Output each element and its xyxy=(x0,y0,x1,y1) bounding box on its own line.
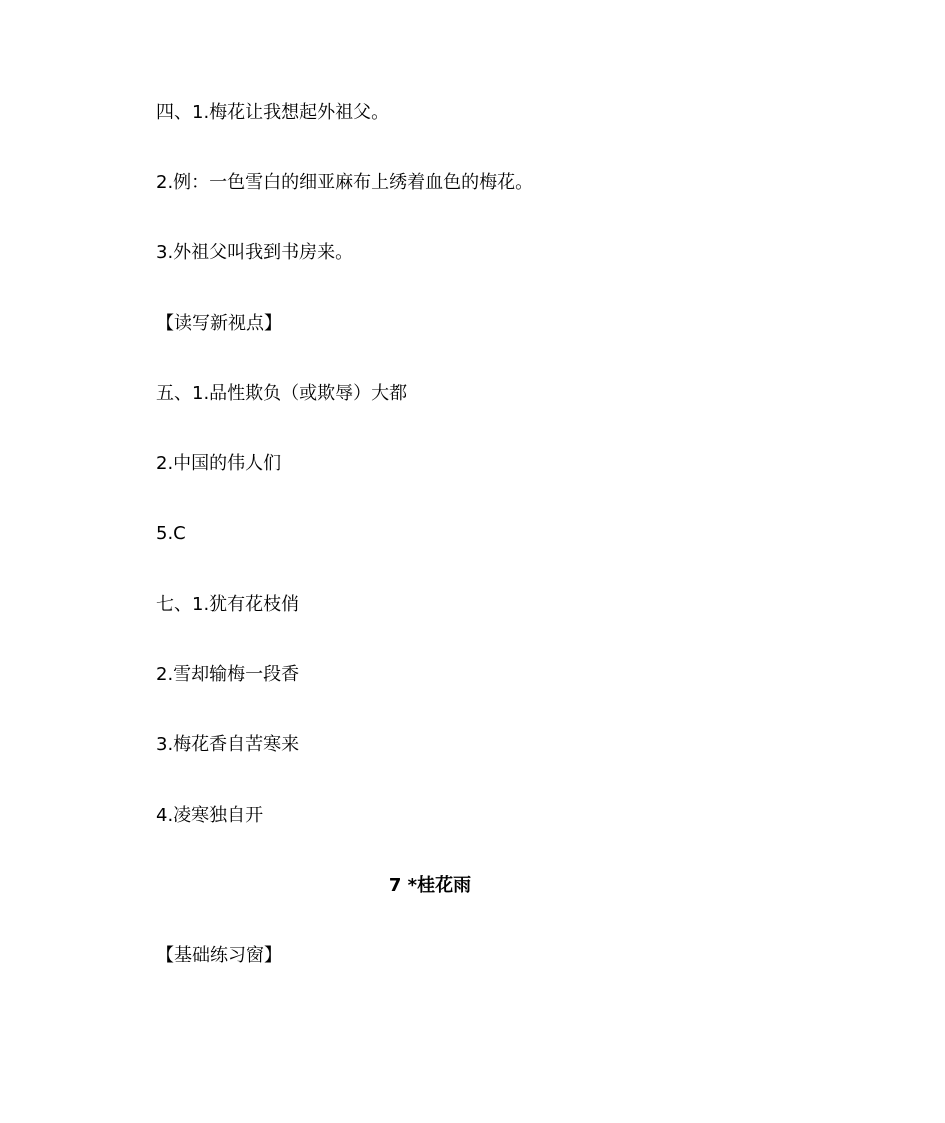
answer-line-7-4: 4.凌寒独自开 xyxy=(156,805,264,826)
section-label-basic-practice: 【基础练习窗】 xyxy=(156,945,282,966)
lesson-heading: 7 *桂花雨 xyxy=(388,875,472,896)
answer-line-7-2: 2.雪却输梅一段香 xyxy=(156,664,300,685)
answer-line-5-1: 五、1.品性欺负（或欺辱）大都 xyxy=(156,383,408,404)
answer-line-5-2: 2.中国的伟人们 xyxy=(156,453,282,474)
answer-line-4-2: 2.例：一色雪白的细亚麻布上绣着血色的梅花。 xyxy=(156,172,534,193)
answer-line-7-1: 七、1.犹有花枝俏 xyxy=(156,594,300,615)
answer-line-4-1: 四、1.梅花让我想起外祖父。 xyxy=(156,102,390,123)
answer-line-4-3: 3.外祖父叫我到书房来。 xyxy=(156,242,354,263)
answer-line-5-5: 5.C xyxy=(156,523,186,544)
section-label-reading-writing: 【读写新视点】 xyxy=(156,313,282,334)
answer-line-7-3: 3.梅花香自苦寒来 xyxy=(156,734,300,755)
